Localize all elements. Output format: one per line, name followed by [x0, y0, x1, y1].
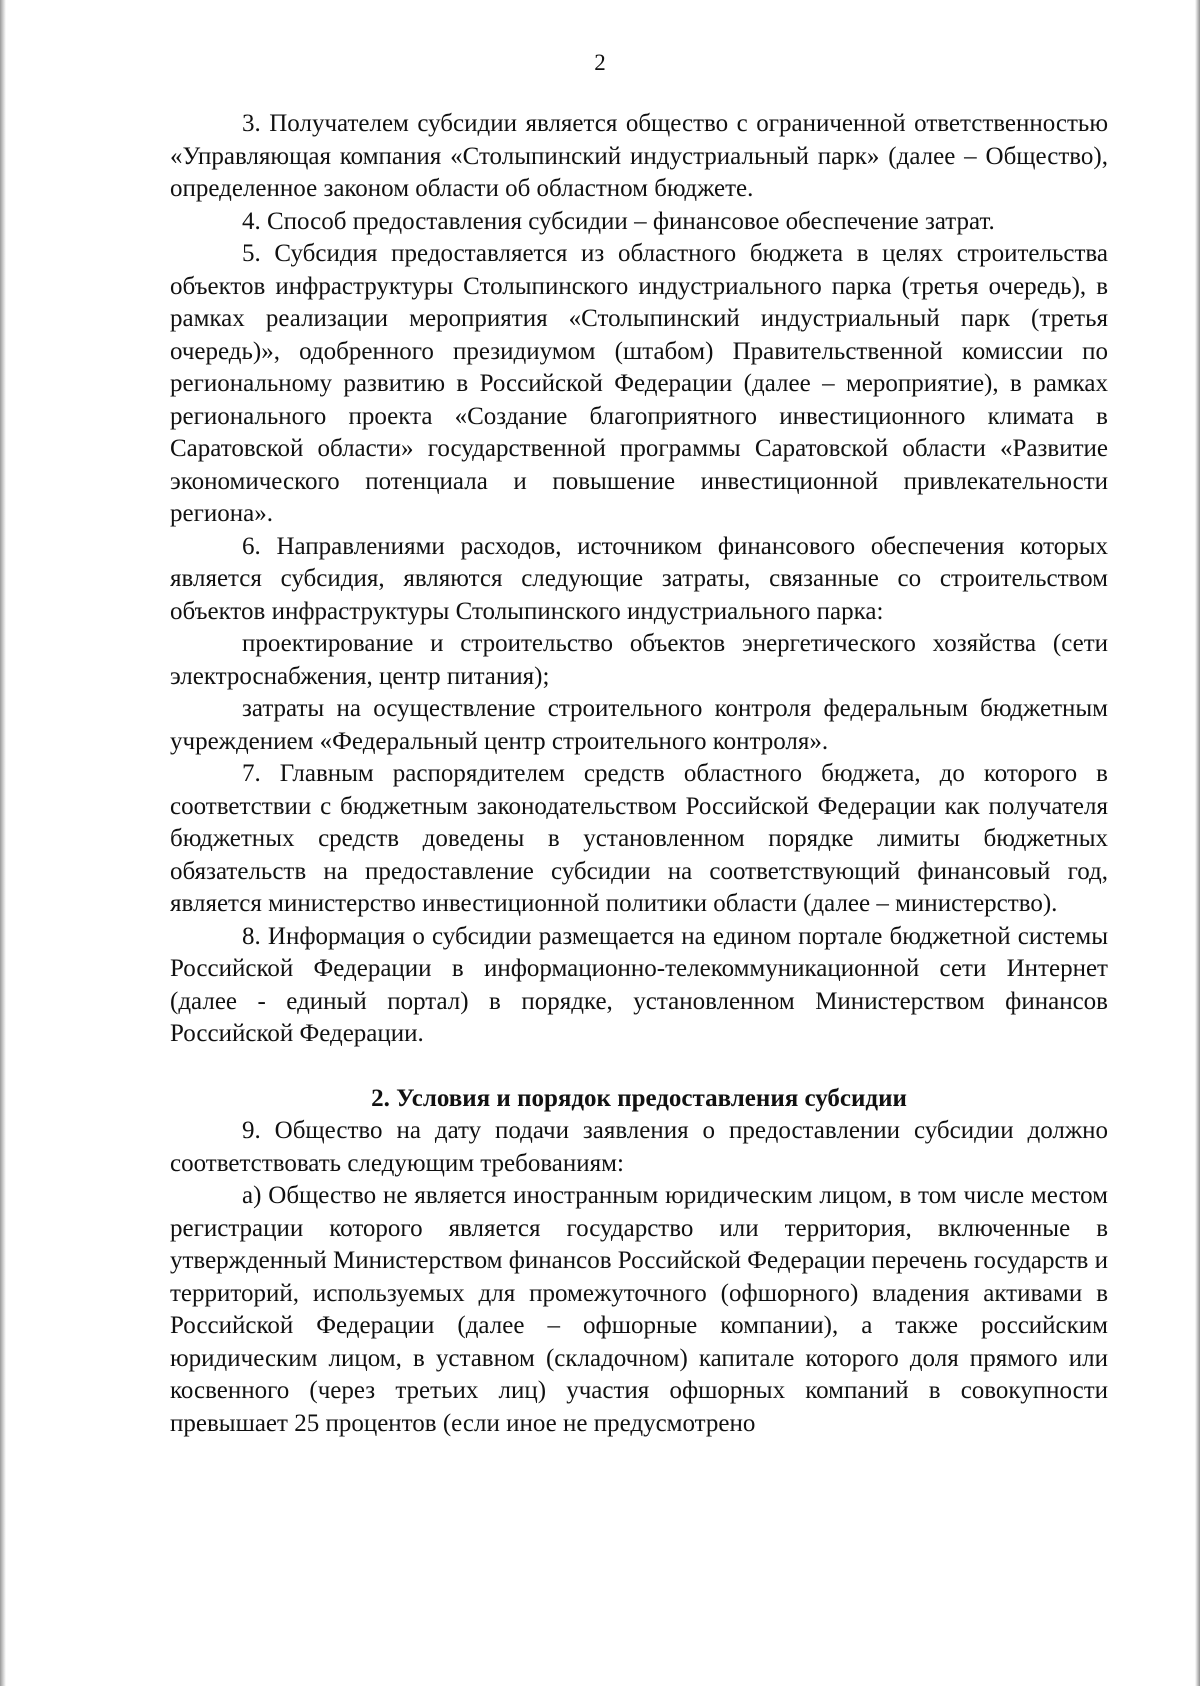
scan-edge-left	[0, 0, 6, 1686]
paragraph-7-chief-administrator: 7. Главным распорядителем средств областного бюджета, до которого в соответствии с бюджетным законодательством Российской Федерации как получателя бюджетных средств доведены в установленном порядке лимиты бюджетных обязательств на предоставление субсидии на соответствующий финансовый год, является министерство инвестиционной политики области (далее – министерство).	[170, 760, 1108, 917]
paragraph-8-portal-info: 8. Информация о субсидии размещается на едином портале бюджетной системы Российской Федерации в информационно-телекоммуникационной сети Интернет (далее - единый портал) в порядке, установленном Министерством финансов Российской Федерации.	[170, 922, 1108, 1047]
scan-edge-right	[1195, 0, 1200, 1686]
page-number: 2	[594, 50, 606, 75]
list-item-construction-control: затраты на осуществление строительного контроля федеральным бюджетным учреждением «Федеральный центр строительного контроля».	[170, 695, 1108, 755]
paragraph-6-expense-areas: 6. Направлениями расходов, источником финансового обеспечения которых является субсидия, являются следующие затраты, связанные со строительством объектов инфраструктуры Столыпинского индустриального парка:	[170, 532, 1108, 625]
paragraph-5-purpose: 5. Субсидия предоставляется из областного бюджета в целях строительства объектов инфраструктуры Столыпинского индустриального парка (третья очередь), в рамках реализации мероприятия «Столыпинский индустриальный парк (третья очередь)», одобренного президиумом (штабом) Правительственной комиссии по региональному развитию в Российской Федерации (далее – мероприятие), в рамках регионального проекта «Создание благоприятного инвестиционного климата в Саратовской области» государственной программы Саратовской области «Развитие экономического потенциала и повышение инвестиционной привлекательности региона».	[170, 240, 1108, 527]
list-item-design-construction: проектирование и строительство объектов энергетического хозяйства (сети электроснабжения, центр питания);	[170, 630, 1108, 690]
subparagraph-a-foreign-entity: а) Общество не является иностранным юридическим лицом, в том числе местом регистрации которого является государство или территория, включенные в утвержденный Министерством финансов Российской Федерации перечень государств и территорий, используемых для промежуточного (офшорного) владения активами в Российской Федерации (далее – офшорные компании), а также российским юридическим лицом, в уставном (складочном) капитале которого доля прямого или косвенного (через третьих лиц) участия офшорных компаний в совокупности превышает 25 процентов (если иное не предусмотрено	[170, 1182, 1108, 1437]
section-heading: 2. Условия и порядок предоставления субсидии	[371, 1084, 907, 1112]
paragraph-4-method: 4. Способ предоставления субсидии – финансовое обеспечение затрат.	[242, 207, 995, 235]
paragraph-9-requirements: 9. Общество на дату подачи заявления о предоставлении субсидии должно соответствовать следующим требованиям:	[170, 1117, 1108, 1177]
paragraph-3-recipient: 3. Получателем субсидии является общество с ограниченной ответственностью «Управляющая компания «Столыпинский индустриальный парк» (далее – Общество), определенное законом области об областном бюджете.	[170, 110, 1108, 202]
document-body	[170, 108, 1108, 1440]
